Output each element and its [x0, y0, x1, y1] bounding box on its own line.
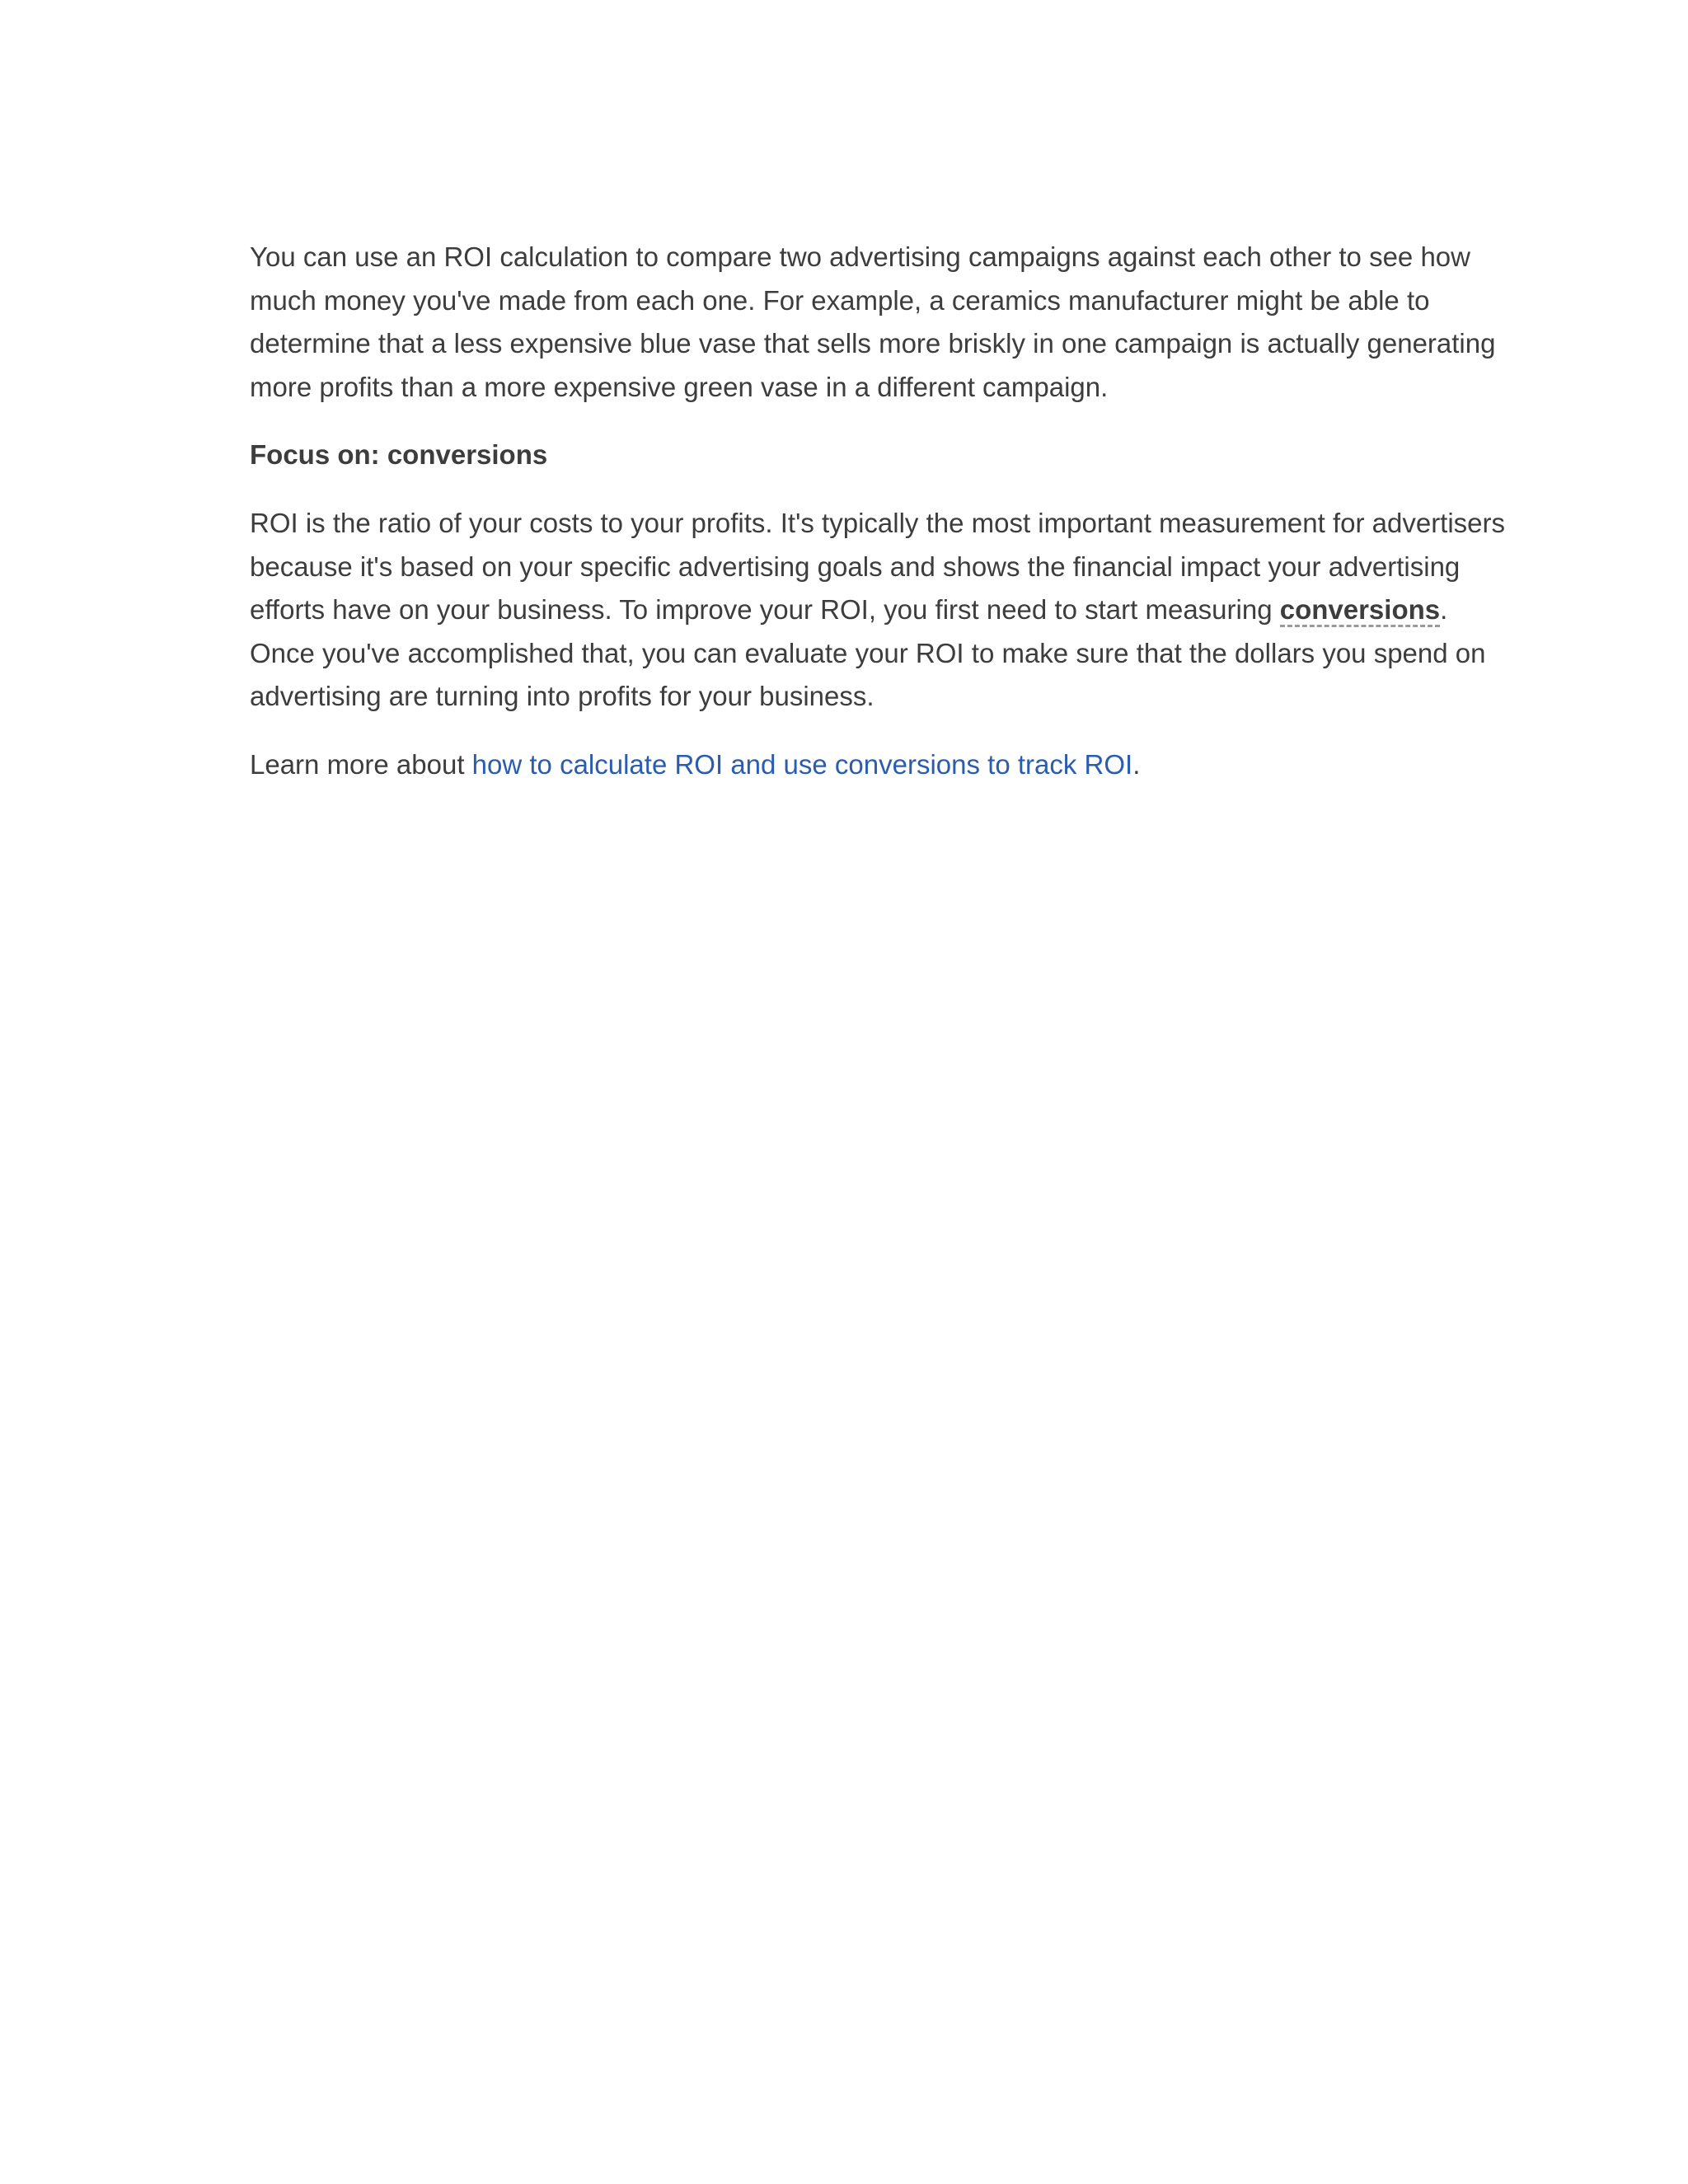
- conversions-glossary-term[interactable]: conversions: [1280, 594, 1440, 627]
- learn-more-paragraph: [250, 743, 1511, 787]
- intro-paragraph: [250, 236, 1511, 409]
- focus-heading: Focus on: conversions: [250, 439, 548, 470]
- intro-paragraph-text: You can use an ROI calculation to compare two advertising campaigns against each other to see how much money you've made from each one. For example, a ceramics manufacturer might be able to determine that a less expensive blue vase that sells more briskly in one campaign is actually generating more profits than a more expensive green vase in a different campaign.: [250, 241, 1496, 402]
- learn-more-prefix: Learn more about: [250, 748, 472, 780]
- learn-more-link[interactable]: how to calculate ROI and use conversions to track ROI: [471, 748, 1133, 780]
- learn-more-suffix: .: [1132, 748, 1141, 780]
- roi-paragraph-text-before: ROI is the ratio of your costs to your profits. It's typically the most important measurement for advertisers because it's based on your specific advertising goals and shows the financial impact your advertising efforts have on your business. To improve your ROI, you first need to start measuring: [250, 508, 1506, 625]
- roi-paragraph: [250, 502, 1511, 719]
- article-body: [250, 236, 1511, 811]
- roi-paragraph-text-after: . Once you've accomplished that, you can evaluate your ROI to make sure that the dollars you spend on advertising are turning into profits for your business.: [250, 594, 1486, 711]
